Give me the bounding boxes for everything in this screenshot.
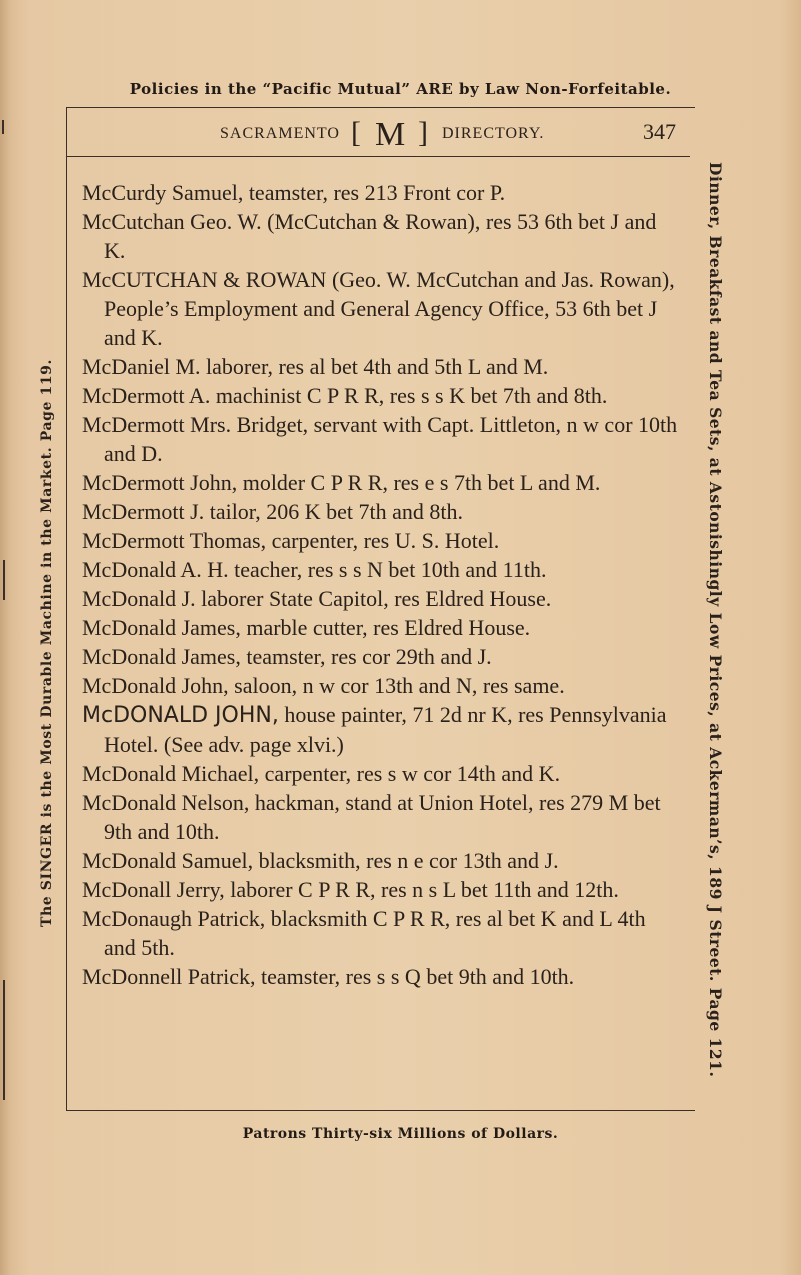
directory-entries: [82, 178, 682, 991]
edge-mark: [2, 120, 4, 134]
directory-entry: McDonald Michael, carpenter, res s w cor 14th and K.: [82, 761, 561, 786]
running-header: [66, 114, 695, 154]
directory-entry: McDonald James, teamster, res cor 29th and J.: [82, 644, 492, 669]
directory-entry: McDermott J. tailor, 206 K bet 7th and 8th.: [82, 499, 464, 524]
directory-entry: McCutchan Geo. W. (McCutchan & Rowan), res 53 6th bet J and K.: [82, 209, 657, 263]
bottom-advertisement: Patrons Thirty-six Millions of Dollars.: [242, 1126, 559, 1142]
header-directory: DIRECTORY.: [442, 125, 545, 142]
directory-entry: McDonnell Patrick, teamster, res s s Q bet 9th and 10th.: [82, 964, 575, 989]
edge-mark: [3, 980, 5, 1100]
header-city: SACRAMENTO: [220, 125, 340, 142]
bold-entry-name: McDONALD JOHN,: [82, 703, 279, 728]
edge-mark: [3, 560, 5, 600]
directory-entry: McDermott Mrs. Bridget, servant with Capt. Littleton, n w cor 10th and D.: [82, 412, 678, 466]
frame-rule-bottom: [66, 1110, 695, 1111]
directory-entry: McDonald Nelson, hackman, stand at Union Hotel, res 279 M bet 9th and 10th.: [82, 790, 661, 844]
header-section-letter: M: [375, 116, 406, 153]
right-margin-text: Dinner, Breakfast and Tea Sets, at Astonishingly Low Prices, at Ackerman’s, 189 J Street. Page 121.: [706, 162, 725, 1078]
directory-entry: McDonaugh Patrick, blacksmith C P R R, res al bet K and L 4th and 5th.: [82, 906, 646, 960]
directory-entry: McDonald J. laborer State Capitol, res Eldred House.: [82, 586, 552, 611]
directory-entry: McDonald John, saloon, n w cor 13th and N, res same.: [82, 673, 565, 698]
directory-entry: McDermott A. machinist C P R R, res s s K bet 7th and 8th.: [82, 383, 608, 408]
frame-rule-left: [66, 107, 67, 1111]
directory-entry: McDermott John, molder C P R R, res e s 7th bet L and M.: [82, 470, 601, 495]
top-advertisement: Policies in the “Pacific Mutual” ARE by Law Non-Forfeitable.: [129, 80, 672, 98]
frame-rule-top: [66, 107, 695, 108]
left-margin-text: The SINGER is the Most Durable Machine in the Market. Page 119.: [39, 359, 55, 927]
header-rule: [66, 156, 690, 157]
directory-entry: McDonald James, marble cutter, res Eldred House.: [82, 615, 531, 640]
directory-entry: McCurdy Samuel, teamster, res 213 Front cor P.: [82, 180, 506, 205]
directory-entry: McDonald A. H. teacher, res s s N bet 10th and 11th.: [82, 557, 547, 582]
page-number: 347: [643, 119, 676, 144]
bold-entry-details: house painter, 71 2d nr K, res Pennsylvania Hotel. (See adv. page xlvi.): [104, 702, 667, 757]
directory-entry-bold: [82, 700, 682, 759]
directory-entry: McDaniel M. laborer, res al bet 4th and 5th L and M.: [82, 354, 549, 379]
header-bracket-close: ]: [418, 116, 428, 149]
directory-entry: McDonald Samuel, blacksmith, res n e cor 13th and J.: [82, 848, 559, 873]
directory-entry: McDermott Thomas, carpenter, res U. S. Hotel.: [82, 528, 500, 553]
header-bracket-open: [: [351, 116, 361, 149]
directory-entry: McCUTCHAN & ROWAN (Geo. W. McCutchan and Jas. Rowan), People’s Employment and General Agency Office, 53 6th bet J and K.: [82, 267, 675, 350]
directory-entry: McDonall Jerry, laborer C P R R, res n s L bet 11th and 12th.: [82, 877, 619, 902]
